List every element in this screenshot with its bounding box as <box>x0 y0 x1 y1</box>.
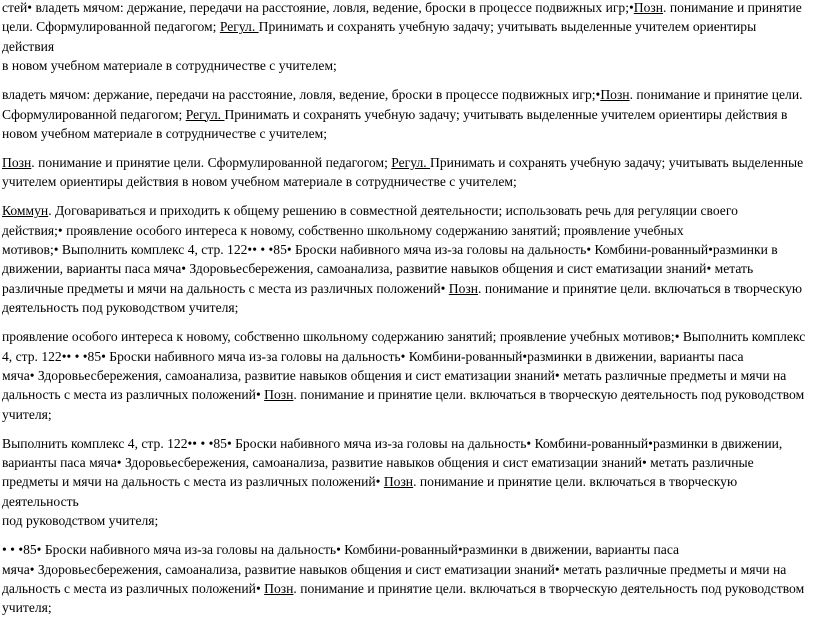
text-line <box>2 513 158 528</box>
text-segment: Принимать и сохранять учебную задачу; учитывать выделенные учителем ориентиры действия <box>2 19 757 54</box>
text-line <box>2 455 754 470</box>
text-line <box>2 281 802 296</box>
text-line <box>2 600 52 615</box>
text-line <box>2 0 802 15</box>
text-segment: дальность с места из различных положений• <box>2 387 265 403</box>
underlined-term: Позн <box>633 0 664 15</box>
text-segment: . понимание и принятие цели. включаться в творческую деятельность под руководством <box>293 580 805 596</box>
text-segment: мотивов;• Выполнить комплекс 4, стр. 122•• • •85• Броски набивного мяча из-за головы на дальность• Комбини-рованный•разминки в <box>2 241 778 257</box>
underlined-term: Позн <box>448 280 479 296</box>
underlined-term: Регул. <box>391 154 431 170</box>
text-segment: . понимание и принятие <box>663 0 802 15</box>
text-segment: действия;• проявление особого интереса к новому, собственно школьному содержанию занятий; проявление учебных <box>2 222 684 238</box>
underlined-term: Позн <box>264 580 294 596</box>
text-line <box>2 562 786 577</box>
text-segment: различные предметы и мячи на дальность с места из различных положений• <box>2 280 449 296</box>
text-line <box>2 261 753 276</box>
paragraph <box>2 540 810 618</box>
underlined-term: Позн <box>2 154 32 170</box>
text-line <box>2 436 782 451</box>
text-segment: . понимание и принятие цели. <box>629 87 803 103</box>
text-segment: варианты паса мяча• Здоровьесбережения, самоанализа, развитие навыков общения и сист ематизации знаний• метать различные <box>2 455 754 471</box>
underlined-term: Регул. <box>185 106 225 122</box>
text-segment: учителем ориентиры действия в новом учебном материале в сотрудничестве с учителем; <box>2 174 517 190</box>
text-segment: владеть мячом: держание, передачи на расстояние, ловля, ведение, броски в процессе подвижных игр;• <box>2 87 601 103</box>
underlined-term: Позн <box>383 474 414 490</box>
text-segment: Принимать и сохранять учебную задачу; учитывать выделенные учителем ориентиры действия в <box>224 106 788 122</box>
text-segment: Выполнить комплекс 4, стр. 122•• • •85• Броски набивного мяча из-за головы на дальность• Комбини-рованный•разминки в движении, <box>2 435 783 451</box>
text-segment: 4, стр. 122•• • •85• Броски набивного мяча из-за головы на дальность• Комбини-рованный•разминки в движении, варианты паса <box>2 348 744 364</box>
text-segment: Сформулированной педагогом; <box>2 106 186 122</box>
text-segment: Принимать и сохранять учебную задачу; учитывать выделенные <box>430 154 804 170</box>
text-segment: • • •85• Броски набивного мяча из-за головы на дальность• Комбини-рованный•разминки в движении, варианты паса <box>2 542 680 558</box>
text-segment: мяча• Здоровьесбережения, самоанализа, развитие навыков общения и сист ематизации знаний• метать различные предметы и мячи на <box>2 561 787 577</box>
text-line <box>2 329 805 344</box>
text-line <box>2 474 737 508</box>
paragraph <box>2 0 810 76</box>
text-line <box>2 203 738 218</box>
text-segment: . Договариваться и приходить к общему решению в совместной деятельности; использовать речь для регуляции своего <box>48 203 738 219</box>
text-line <box>2 19 756 53</box>
text-segment: движении, варианты паса мяча• Здоровьесбережения, самоанализа, развитие навыков общения и сист ематизации знаний• метать <box>2 261 754 277</box>
text-line <box>2 58 337 73</box>
underlined-term: Коммун <box>2 203 49 219</box>
text-segment: . понимание и принятие цели. включаться в творческую <box>478 280 803 296</box>
text-line <box>2 174 517 189</box>
text-segment: предметы и мячи на дальность с места из различных положений• <box>2 474 384 490</box>
text-line <box>2 242 778 257</box>
text-line <box>2 368 786 383</box>
paragraph <box>2 327 810 424</box>
underlined-term: Позн <box>264 387 294 403</box>
paragraph <box>2 201 810 317</box>
text-line <box>2 581 804 596</box>
text-line <box>2 107 787 122</box>
paragraph <box>2 434 810 531</box>
text-line <box>2 300 238 315</box>
text-segment: под руководством учителя; <box>2 513 159 529</box>
text-segment: учителя; <box>2 406 52 422</box>
text-line <box>2 542 679 557</box>
text-segment: в новом учебном материале в сотрудничестве с учителем; <box>2 58 337 74</box>
paragraph <box>2 85 810 143</box>
text-line <box>2 126 327 141</box>
text-segment: учителя; <box>2 600 52 616</box>
text-segment: деятельность под руководством учителя; <box>2 300 239 316</box>
paragraph <box>2 153 810 192</box>
underlined-term: Позн <box>600 87 630 103</box>
text-segment: . понимание и принятие цели. Сформулированной педагогом; <box>31 154 392 170</box>
text-line <box>2 387 804 402</box>
text-segment: мяча• Здоровьесбережения, самоанализа, развитие навыков общения и сист ематизации знаний• метать различные предметы и мячи на <box>2 367 787 383</box>
text-segment: . понимание и принятие цели. включаться в творческую деятельность под руководством <box>293 387 805 403</box>
text-segment: . понимание и принятие цели. включаться в творческую деятельность <box>2 474 738 509</box>
text-line <box>2 155 803 170</box>
text-segment: проявление особого интереса к новому, собственно школьному содержанию занятий; проявление учебных мотивов;• Выполнить комплекс <box>2 329 806 345</box>
text-line <box>2 223 684 238</box>
text-segment: новом учебном материале в сотрудничестве с учителем; <box>2 125 328 141</box>
text-segment: дальность с места из различных положений• <box>2 580 265 596</box>
text-line <box>2 407 52 422</box>
text-segment: цели. Сформулированной педагогом; <box>2 19 220 35</box>
text-segment: стей• владеть мячом: держание, передачи на расстояние, ловля, ведение, броски в процессе подвижных игр;• <box>2 0 634 15</box>
underlined-term: Регул. <box>219 19 259 35</box>
text-line <box>2 87 803 102</box>
text-line <box>2 349 744 364</box>
